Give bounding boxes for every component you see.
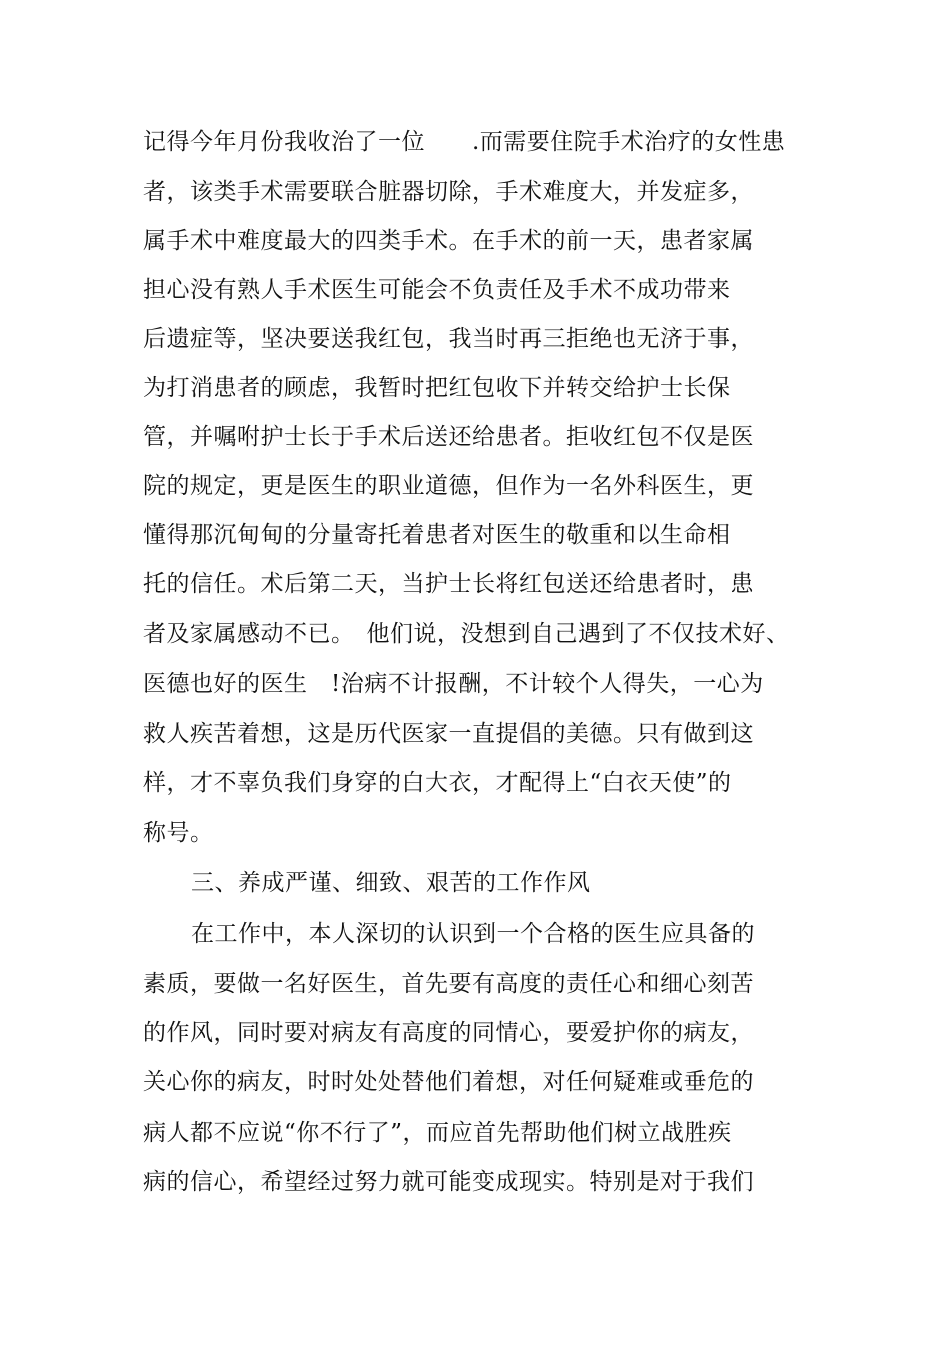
text-line: 的作风，同时要对病友有高度的同情心，要爱护你的病友，: [143, 1020, 754, 1046]
paragraph-first-line: 在工作中，本人深切的认识到一个合格的医生应具备的: [191, 921, 755, 947]
text-line: 管，并嘱咐护士长于手术后送还给患者。拒收红包不仅是医: [143, 424, 754, 450]
text-line: 托的信任。术后第二天，当护士长将红包送还给患者时，患: [143, 571, 754, 597]
text-line: 样，才不辜负我们身穿的白大衣，才配得上“白衣天使”的: [143, 770, 732, 796]
text-line: 关心你的病友，时时处处替他们着想，对任何疑难或垂危的: [143, 1069, 754, 1095]
text-line: 后遗症等，坚决要送我红包，我当时再三拒绝也无济于事，: [143, 326, 754, 352]
text-line: 院的规定，更是医生的职业道德，但作为一名外科医生，更: [143, 473, 754, 499]
text-line: 者，该类手术需要联合脏器切除，手术难度大，并发症多，: [143, 179, 754, 205]
text-line: 素质，要做一名好医生，首先要有高度的责任心和细心刻苦: [143, 971, 754, 997]
text-line: 属手术中难度最大的四类手术。在手术的前一天，患者家属: [143, 228, 754, 254]
text-line: 病人都不应说“你不行了”，而应首先帮助他们树立战胜疾: [143, 1120, 732, 1146]
text-line: 担心没有熟人手术医生可能会不负责任及手术不成功带来: [143, 277, 731, 303]
text-line: 称号。: [143, 820, 214, 846]
text-line: 懂得那沉甸甸的分量寄托着患者对医生的敬重和以生命相: [143, 522, 731, 548]
text-line: 为打消患者的顾虑，我暂时把红包收下并转交给护士长保: [143, 375, 731, 401]
text-line: 救人疾苦着想，这是历代医家一直提倡的美德。只有做到这: [143, 721, 754, 747]
text-line: 记得今年月份我收治了一位 .而需要住院手术治疗的女性患: [143, 129, 786, 155]
text-line: 者及家属感动不已。 他们说，没想到自己遇到了不仅技术好、: [143, 621, 790, 647]
section-heading: 三、养成严谨、细致、艰苦的工作作风: [191, 870, 591, 896]
text-line: 医德也好的医生 !治病不计报酬，不计较个人得失，一心为: [143, 671, 764, 697]
text-line: 病的信心，希望经过努力就可能变成现实。特别是对于我们: [143, 1169, 754, 1195]
